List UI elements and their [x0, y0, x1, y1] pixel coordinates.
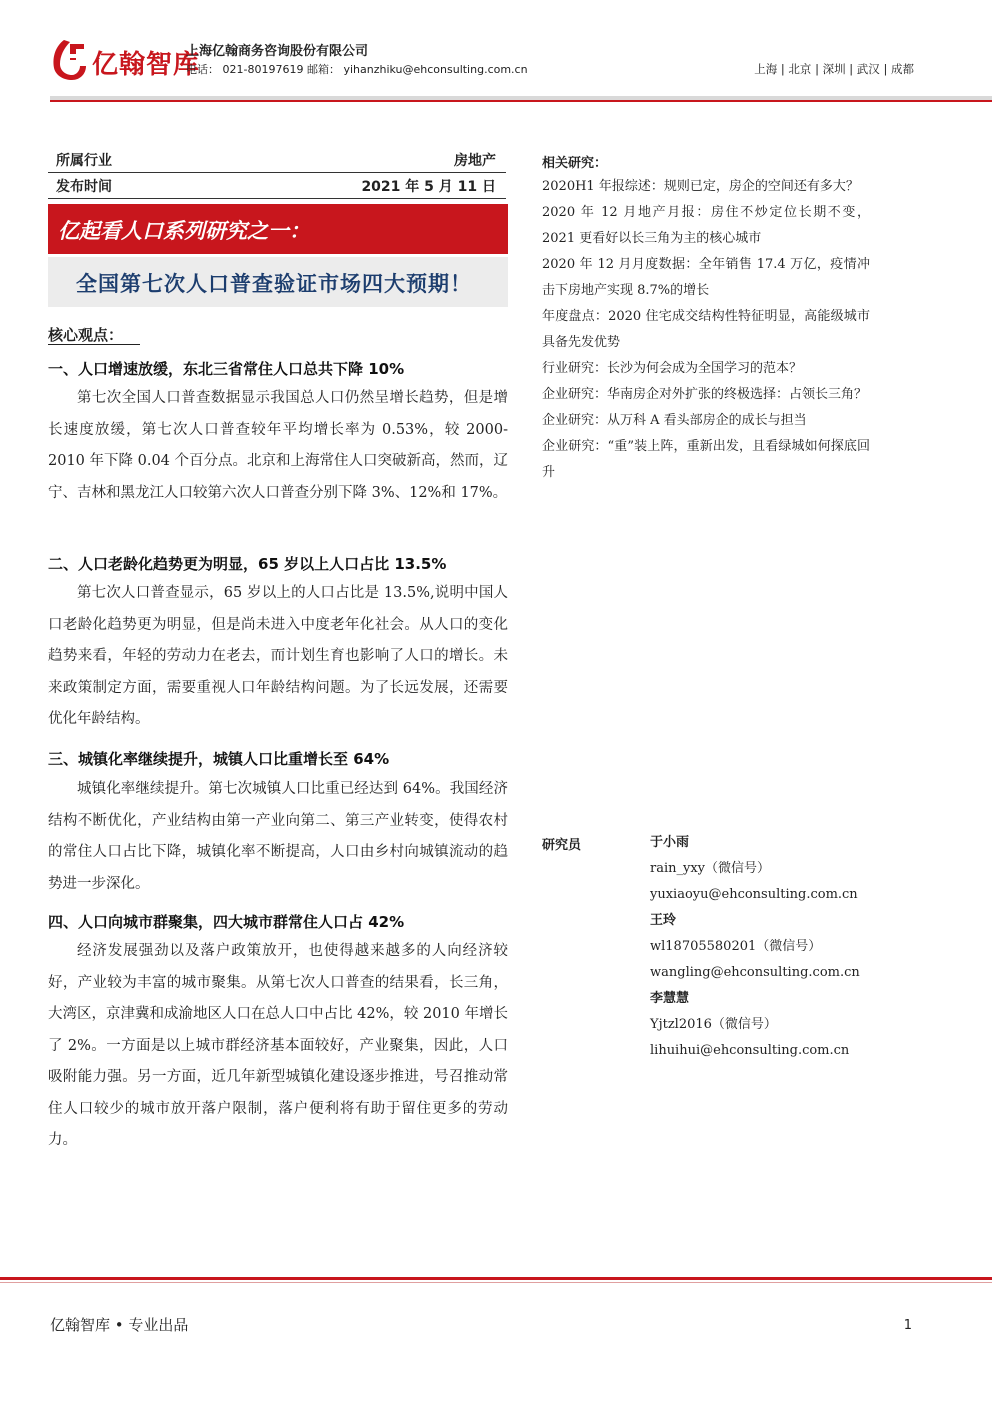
section-heading-2: 二、人口老龄化趋势更为明显，65 岁以上人口占比 13.5% [48, 555, 447, 573]
footer-divider [0, 1277, 992, 1280]
header-accent-divider [50, 100, 992, 102]
researcher-wechat: wl18705580201（微信号） [650, 939, 822, 954]
page-number: 1 [903, 1318, 912, 1333]
section-text-2: 第七次人口普查显示，65 岁以上的人口占比是 13.5%,说明中国人口老龄化趋势更为明显，但是尚未进入中度老年化社会。从人口的变化趋势来看，年轻的劳动力在老去，而计划生育也影响了人口的增长。未来政策制定方面，需要重视人口年龄结构问题。为了长远发展，还需要优化年龄结构。 [48, 585, 508, 727]
brand-logo-icon [50, 38, 90, 82]
brand-logo-text: 亿翰智库 [92, 50, 201, 80]
related-research-item[interactable]: 企业研究：从万科 A 看头部房企的成长与担当 [542, 413, 807, 428]
section-text-1: 第七次全国人口普查数据显示我国总人口仍然呈增长趋势，但是增长速度放缓，第七次人口普查较年平均增长率为 0.53%，较 2000-2010 年下降 0.04 个百分点。北京和上海常住人口突破新高，然而，辽宁、吉林和黑龙江人口较第六次人口普查分别下降 3%、12%和 17%。 [48, 390, 509, 501]
related-research-item[interactable]: 2020 年 12 月月度数据：全年销售 17.4 万亿，疫情冲击下房地产实现 8.7%的增长 [542, 257, 870, 298]
report-title-banner [48, 257, 508, 307]
related-research-label: 相关研究： [542, 156, 608, 171]
footer-divider-thin [0, 1282, 992, 1283]
related-research-item[interactable]: 2020H1 年报综述：规则已定，房企的空间还有多大？ [542, 179, 859, 194]
office-cities: 上海 | 北京 | 深圳 | 武汉 | 成都 [754, 62, 914, 76]
series-title: 亿起看人口系列研究之一： [58, 219, 310, 243]
footer-brand: 亿翰智库 • 专业出品 [50, 1316, 189, 1334]
section-heading-1: 一、人口增速放缓，东北三省常住人口总共下降 10% [48, 360, 405, 378]
researcher-email[interactable]: lihuihui@ehconsulting.com.cn [650, 1043, 850, 1058]
series-banner [48, 204, 508, 254]
related-research-item[interactable]: 企业研究：华南房企对外扩张的终极选择：占领长三角？ [542, 387, 868, 402]
researcher-name: 王玲 [650, 913, 677, 928]
industry-value: 房地产 [454, 153, 496, 169]
related-research-list [542, 174, 870, 486]
researcher-name: 于小雨 [650, 835, 690, 850]
company-name: 上海亿翰商务咨询股份有限公司 [186, 44, 369, 59]
related-research-item[interactable]: 年度盘点：2020 住宅成交结构性特征明显，高能级城市具备先发优势 [542, 309, 870, 350]
core-views-underline [48, 344, 140, 345]
section-heading-3: 三、城镇化率继续提升，城镇人口比重增长至 64% [48, 750, 390, 768]
researcher-email[interactable]: yuxiaoyu@ehconsulting.com.cn [650, 887, 858, 902]
section-text-3: 城镇化率继续提升。第七次城镇人口比重已经达到 64%。我国经济结构不断优化，产业结构由第一产业向第二、第三产业转变，使得农村的常住人口占比下降，城镇化率不断提高，人口由乡村向城镇流动的趋势进一步深化。 [48, 781, 508, 892]
date-value: 2021 年 5 月 11 日 [361, 179, 496, 195]
researcher-email[interactable]: wangling@ehconsulting.com.cn [650, 965, 860, 980]
researcher-name: 李慧慧 [650, 991, 690, 1006]
section-heading-4: 四、人口向城市群聚集，四大城市群常住人口占 42% [48, 913, 405, 931]
researcher-label: 研究员 [542, 838, 582, 853]
related-research-item[interactable]: 企业研究：“重”装上阵，重新出发，且看绿城如何探底回升 [542, 439, 870, 480]
date-label: 发布时间 [56, 179, 112, 195]
industry-row [48, 146, 506, 173]
industry-label: 所属行业 [56, 153, 112, 169]
section-text-4: 经济发展强劲以及落户政策放开，也使得越来越多的人向经济较好，产业较为丰富的城市聚集。从第七次人口普查的结果看，长三角，大湾区，京津冀和成渝地区人口在总人口中占比 42%，较 2010 年增长了 2%。一方面是以上城市群经济基本面较好，产业聚集，因此，人口吸附能力强。另一方面，近几年新型城镇化建设逐步推进，号召推动常住人口较少的城市放开落户限制，落户便利将有助于留住更多的劳动力。 [48, 943, 508, 1148]
company-contact: 电话： 021-80197619 邮箱： yihanzhiku@ehconsulting.com.cn [186, 63, 528, 76]
researcher-wechat: rain_yxy（微信号） [650, 861, 771, 876]
related-research-item[interactable]: 行业研究：长沙为何会成为全国学习的范本？ [542, 361, 803, 376]
related-research-item[interactable]: 2020 年 12 月地产月报：房住不炒定位长期不变，2021 更看好以长三角为主的核心城市 [542, 205, 870, 246]
report-title: 全国第七次人口普查验证市场四大预期！ [76, 272, 472, 296]
researcher-list [650, 830, 860, 1064]
date-row [48, 172, 506, 199]
researcher-wechat: Yjtzl2016（微信号） [650, 1017, 777, 1032]
core-views-label: 核心观点： [48, 326, 124, 344]
